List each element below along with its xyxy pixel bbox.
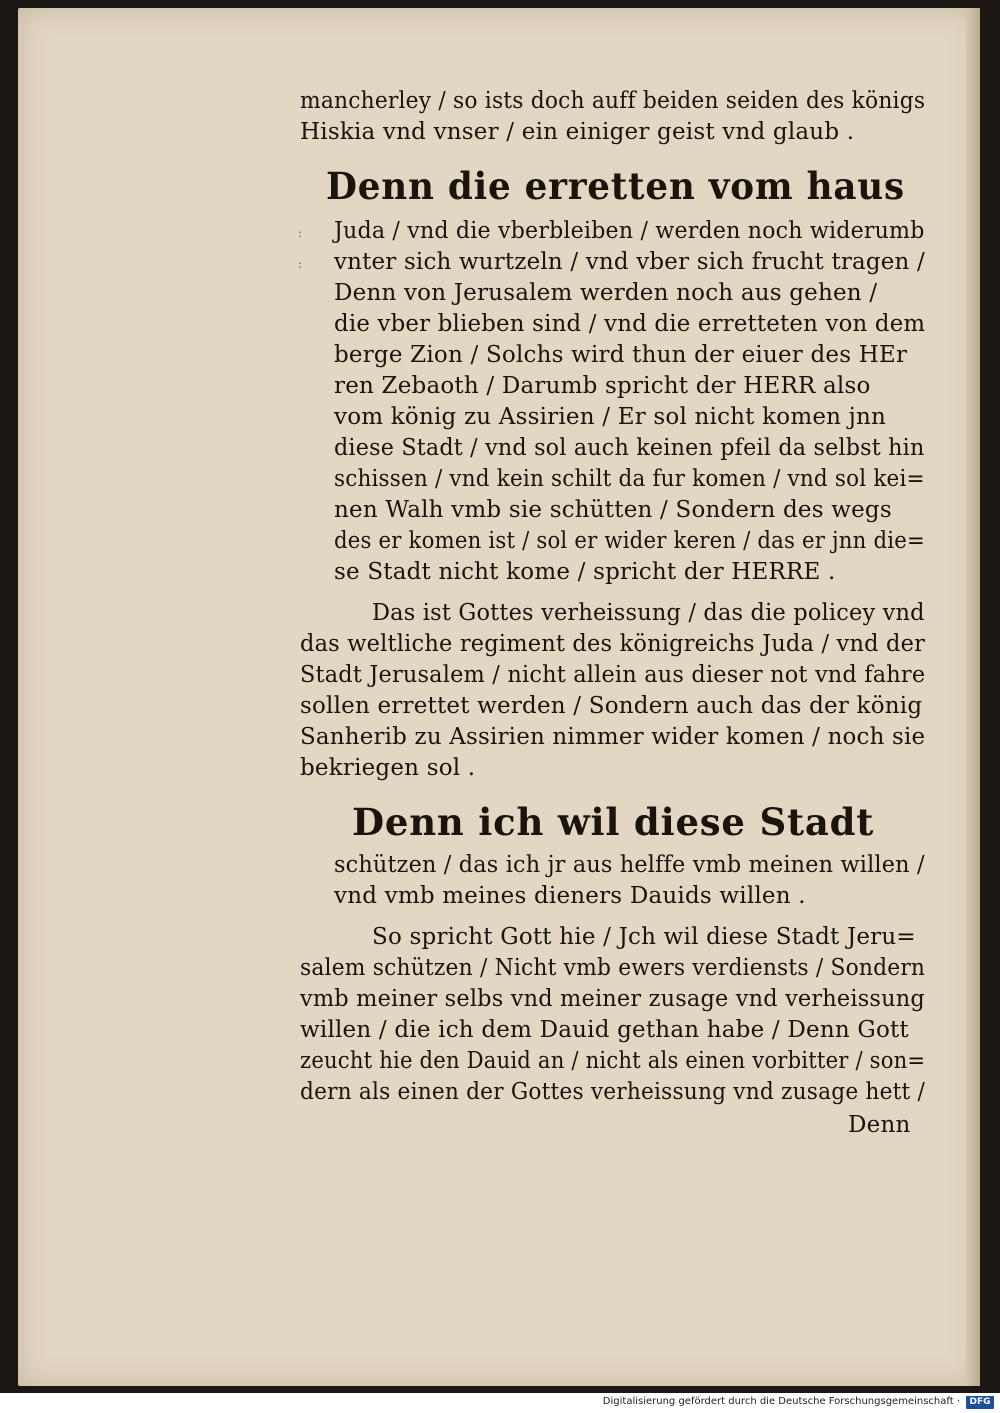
margin-mark: : bbox=[298, 257, 303, 271]
catchword: Denn bbox=[848, 1112, 911, 1138]
commentary-line: willen / die ich dem Dauid gethan habe / Denn Gott bbox=[300, 1017, 909, 1043]
scripture-line: die vber blieben sind / vnd die erretteten von dem bbox=[334, 311, 926, 337]
dfg-logo[interactable]: DFG bbox=[966, 1396, 994, 1409]
commentary-line: Das ist Gottes verheissung / das die policey vnd bbox=[372, 600, 925, 626]
scripture-line: Denn von Jerusalem werden noch aus gehen / bbox=[334, 280, 878, 306]
commentary-line: So spricht Gott hie / Jch wil diese Stadt Jeru= bbox=[372, 924, 916, 950]
commentary-line: Sanherib zu Assirien nimmer wider komen / noch sie bbox=[300, 724, 926, 750]
commentary-line: salem schützen / Nicht vmb ewers verdiensts / Sondern bbox=[300, 955, 926, 981]
commentary-line: vmb meiner selbs vnd meiner zusage vnd verheissung bbox=[300, 986, 925, 1012]
commentary-line: sollen errettet werden / Sondern auch das der könig bbox=[300, 693, 923, 719]
text-line: Hiskia vnd vnser / ein einiger geist vnd glaub . bbox=[300, 119, 855, 145]
funding-credit: Digitalisierung gefördert durch die Deutsche Forschungsgemeinschaft · bbox=[602, 1396, 960, 1407]
commentary-line: dern als einen der Gottes verheissung vnd zusage hett / bbox=[300, 1079, 926, 1105]
scripture-line: schützen / das ich jr aus helffe vmb meinen willen / bbox=[334, 852, 925, 878]
scripture-line: des er komen ist / sol er wider keren / das er jnn die= bbox=[334, 528, 925, 554]
heading-scripture-1: Denn die erretten vom haus bbox=[326, 164, 905, 208]
commentary-line: zeucht hie den Dauid an / nicht als einen vorbitter / son= bbox=[300, 1048, 926, 1074]
scripture-line: vnd vmb meines dieners Dauids willen . bbox=[334, 883, 806, 909]
scripture-line: ren Zebaoth / Darumb spricht der HERR also bbox=[334, 373, 871, 399]
scripture-line: berge Zion / Solchs wird thun der eiuer des HEr bbox=[334, 342, 908, 368]
text-line: mancherley / so ists doch auff beiden seiden des königs bbox=[300, 88, 926, 114]
scripture-line: Juda / vnd die vberbleiben / werden noch widerumb bbox=[334, 218, 925, 244]
scripture-line: schissen / vnd kein schilt da fur komen / vnd sol kei= bbox=[334, 466, 925, 492]
commentary-line: das weltliche regiment des königreichs Juda / vnd der bbox=[300, 631, 926, 657]
commentary-line: bekriegen sol . bbox=[300, 755, 476, 781]
footer-bar bbox=[0, 1393, 1000, 1413]
scripture-line: diese Stadt / vnd sol auch keinen pfeil da selbst hin bbox=[334, 435, 925, 461]
scripture-line: vnter sich wurtzeln / vnd vber sich frucht tragen / bbox=[334, 249, 925, 275]
scripture-line: vom könig zu Assirien / Er sol nicht komen jnn bbox=[334, 404, 887, 430]
scripture-line: se Stadt nicht kome / spricht der HERRE . bbox=[334, 559, 836, 585]
margin-mark: : bbox=[298, 226, 303, 240]
scripture-line: nen Walh vmb sie schütten / Sondern des wegs bbox=[334, 497, 892, 523]
commentary-line: Stadt Jerusalem / nicht allein aus dieser not vnd fahre bbox=[300, 662, 926, 688]
heading-scripture-2: Denn ich wil diese Stadt bbox=[352, 800, 875, 844]
page-edge bbox=[966, 8, 980, 1386]
